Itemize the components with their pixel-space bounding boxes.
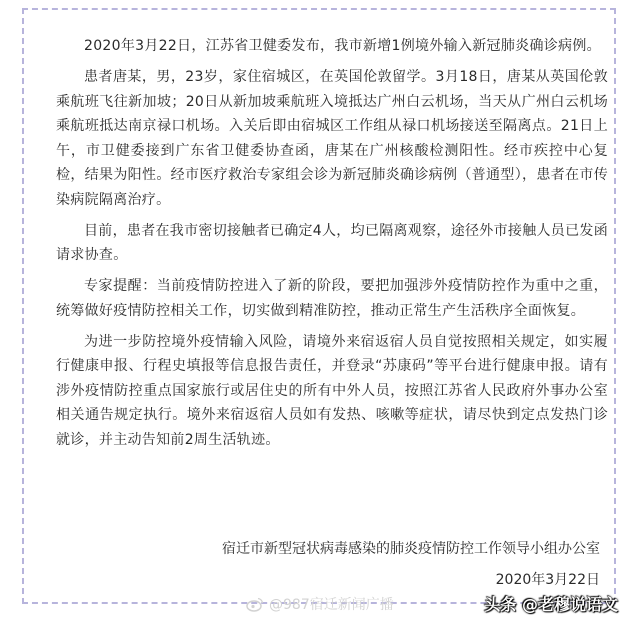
paragraph-prevention-notice: 为进一步防控境外疫情输入风险，请境外来宿返宿人员自觉按照相关规定，如实履行健康申报、行程史填报等信息报告责任，并登录“苏康码”等平台进行健康申报。请有涉外疫情防控重点国家旅行或居住史的所有中外人员，按照江苏省人民政府外事办公室相关通告规定执行。境外来宿返宿人员如有发热、咳嗽等症状，请尽快到定点发热门诊就诊，并主动告知前2周生活轨迹。 <box>56 333 608 448</box>
paragraph-announcement: 2020年3月22日，江苏省卫健委发布，我市新增1例境外输入新冠肺炎确诊病例。 <box>84 38 601 54</box>
signature-block <box>222 537 600 598</box>
document-body <box>56 34 608 459</box>
paragraph-patient-details: 患者唐某，男，23岁，家住宿城区，在英国伦敦留学。3月18日，唐某从英国伦敦乘航班飞往新加坡；20日从新加坡乘航班入境抵达广州白云机场，当天从广州白云机场乘航班抵达南京禄口机场。入关后即由宿城区工作组从禄口机场接送至隔离点。21日上午，市卫健委接到广东省卫健委协查函，唐某在广州核酸检测阳性。经市疾控中心复检，结果为阳性。经市医疗救治专家组会诊为新冠肺炎确诊病例（普通型），患者在市传染病院隔离治疗。 <box>56 69 608 208</box>
paragraph-close-contacts: 目前，患者在我市密切接触者已确定4人，均已隔离观察，途径外市接触人员已发函请求协查。 <box>56 222 609 263</box>
watermark-text: @987宿迁新闻广播 <box>269 597 394 613</box>
paragraph-expert-reminder: 专家提醒：当前疫情防控进入了新的阶段，要把加强涉外疫情防控作为重中之重，统筹做好疫情防控相关工作，切实做到精准防控，推动正常生产生活秩序全面恢复。 <box>56 278 608 319</box>
source-label-text: 头条 @老穆说语文 <box>484 595 618 614</box>
weibo-icon <box>246 597 264 612</box>
signature-organization: 宿迁市新型冠状病毒感染的肺炎疫情防控工作领导小组办公室 <box>222 541 600 557</box>
signature-date: 2020年3月22日 <box>495 571 600 588</box>
source-label <box>484 592 618 615</box>
watermark <box>246 594 394 614</box>
